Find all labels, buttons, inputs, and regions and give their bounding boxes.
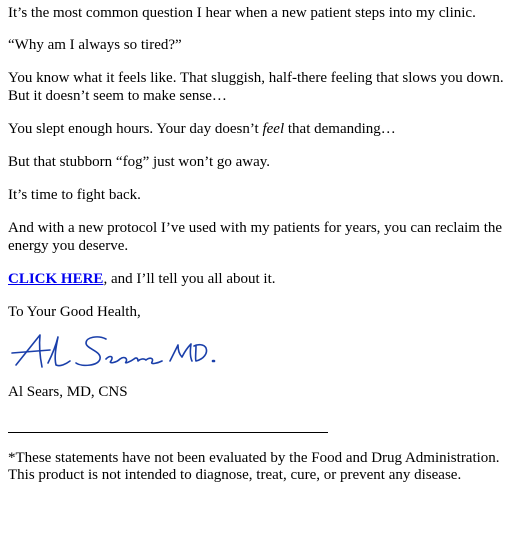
footer-divider [8, 432, 328, 433]
disclaimer-not-intended: This product is not intended to diagnose, treat, cure, or prevent any disease. [8, 467, 462, 483]
paragraph-fog: But that stubborn “fog” just won’t go away. [8, 154, 271, 170]
slept-text-before: You slept enough hours. Your day doesn’t [8, 121, 263, 137]
signature-graphic [10, 331, 220, 375]
paragraph-fight-back: It’s time to fight back. [8, 187, 141, 203]
cta-text-after: , and I’ll tell you all about it. [103, 271, 276, 287]
paragraph-feeling: You know what it feels like. That sluggish, half-there feeling that slows you down. But it doesn’t seem to make sense… [8, 70, 504, 104]
disclaimer-fda: *These statements have not been evaluated by the Food and Drug Administration. [8, 450, 500, 466]
signer-name: Al Sears, MD, CNS [8, 384, 128, 400]
disclaimer [8, 450, 517, 484]
click-here-link[interactable]: CLICK HERE [8, 271, 104, 287]
paragraph-protocol: And with a new protocol I’ve used with my patients for years, you can reclaim the energy you deserve. [8, 220, 503, 254]
slept-text-after: that demanding… [284, 121, 396, 137]
paragraph-question: “Why am I always so tired?” [8, 37, 182, 53]
paragraph-cta [8, 270, 517, 288]
paragraph-slept [8, 120, 517, 138]
signature-strokes [12, 335, 214, 367]
slept-text-emphasis: feel [262, 121, 285, 137]
handwritten-signature [10, 331, 517, 375]
paragraph-opening: It’s the most common question I hear when a new patient steps into my clinic. [8, 5, 476, 21]
closing-line: To Your Good Health, [8, 304, 141, 320]
